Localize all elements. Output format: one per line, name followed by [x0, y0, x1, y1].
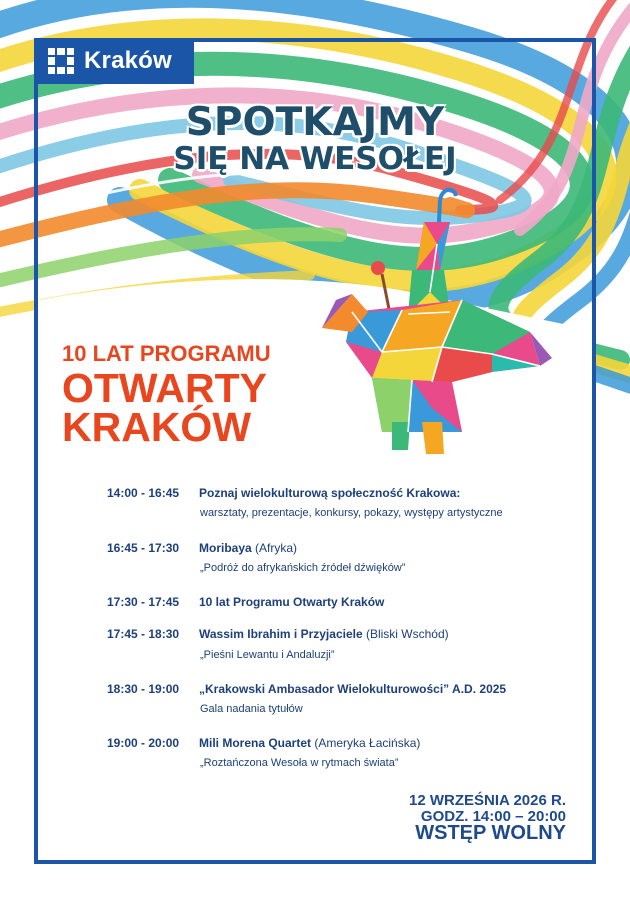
schedule-time: 18:30 - 19:00 [107, 682, 180, 696]
event-date: 12 WRZEŚNIA 2026 R. [409, 792, 566, 809]
schedule-title-bold: Mili Morena Quartet [199, 736, 312, 750]
program-title-line-1: OTWARTY [62, 365, 267, 411]
program-subtitle: 10 LAT PROGRAMU [62, 341, 271, 366]
schedule-title-bold: „Krakowski Ambasador Wielokulturowości” A.D. 2025 [199, 682, 507, 696]
program-title-line-2: KRAKÓW [62, 404, 252, 450]
schedule-title-bold: Wassim Ibrahim i Przyjaciele [199, 627, 363, 641]
krakow-logo [34, 38, 194, 84]
schedule-region-note: (Ameryka Łacińska) [311, 736, 421, 750]
schedule-description: warsztaty, prezentacje, konkursy, pokazy, występy artystyczne [200, 507, 503, 519]
schedule-title-bold: 10 lat Programu Otwarty Kraków [199, 595, 385, 609]
schedule-region-note: (Bliski Wschód) [362, 627, 449, 641]
schedule-description: „Pieśni Lewantu i Andaluzji” [200, 649, 335, 661]
krakow-grid-logo-icon [48, 48, 74, 74]
schedule-time: 19:00 - 20:00 [107, 736, 180, 750]
schedule-time: 17:30 - 17:45 [107, 595, 180, 609]
headline-line-1: SPOTKAJMY [185, 100, 445, 145]
schedule-time: 14:00 - 16:45 [107, 486, 180, 500]
schedule-time: 16:45 - 17:30 [107, 541, 180, 555]
schedule-description: „Podróż do afrykańskich źródeł dźwięków” [200, 562, 406, 574]
event-hours: GODZ. 14:00 – 20:00 [420, 808, 566, 825]
free-entry: WSTĘP WOLNY [415, 822, 566, 844]
schedule-description: „Roztańczona Wesoła w rytmach świata” [200, 757, 399, 769]
schedule-time: 17:45 - 18:30 [107, 627, 180, 641]
schedule-title-bold: Poznaj wielokulturową społeczność Krakowa: [199, 486, 461, 500]
logo-text: Kraków [84, 47, 172, 74]
headline-line-2: SIĘ NA WESOŁEJ [173, 141, 457, 177]
schedule-region-note: (Afryka) [251, 541, 298, 555]
schedule-title-bold: Moribaya [199, 541, 252, 555]
schedule-description: Gala nadania tytułów [200, 703, 303, 715]
lajkonik-mosaic-horse-illustration [312, 182, 560, 462]
